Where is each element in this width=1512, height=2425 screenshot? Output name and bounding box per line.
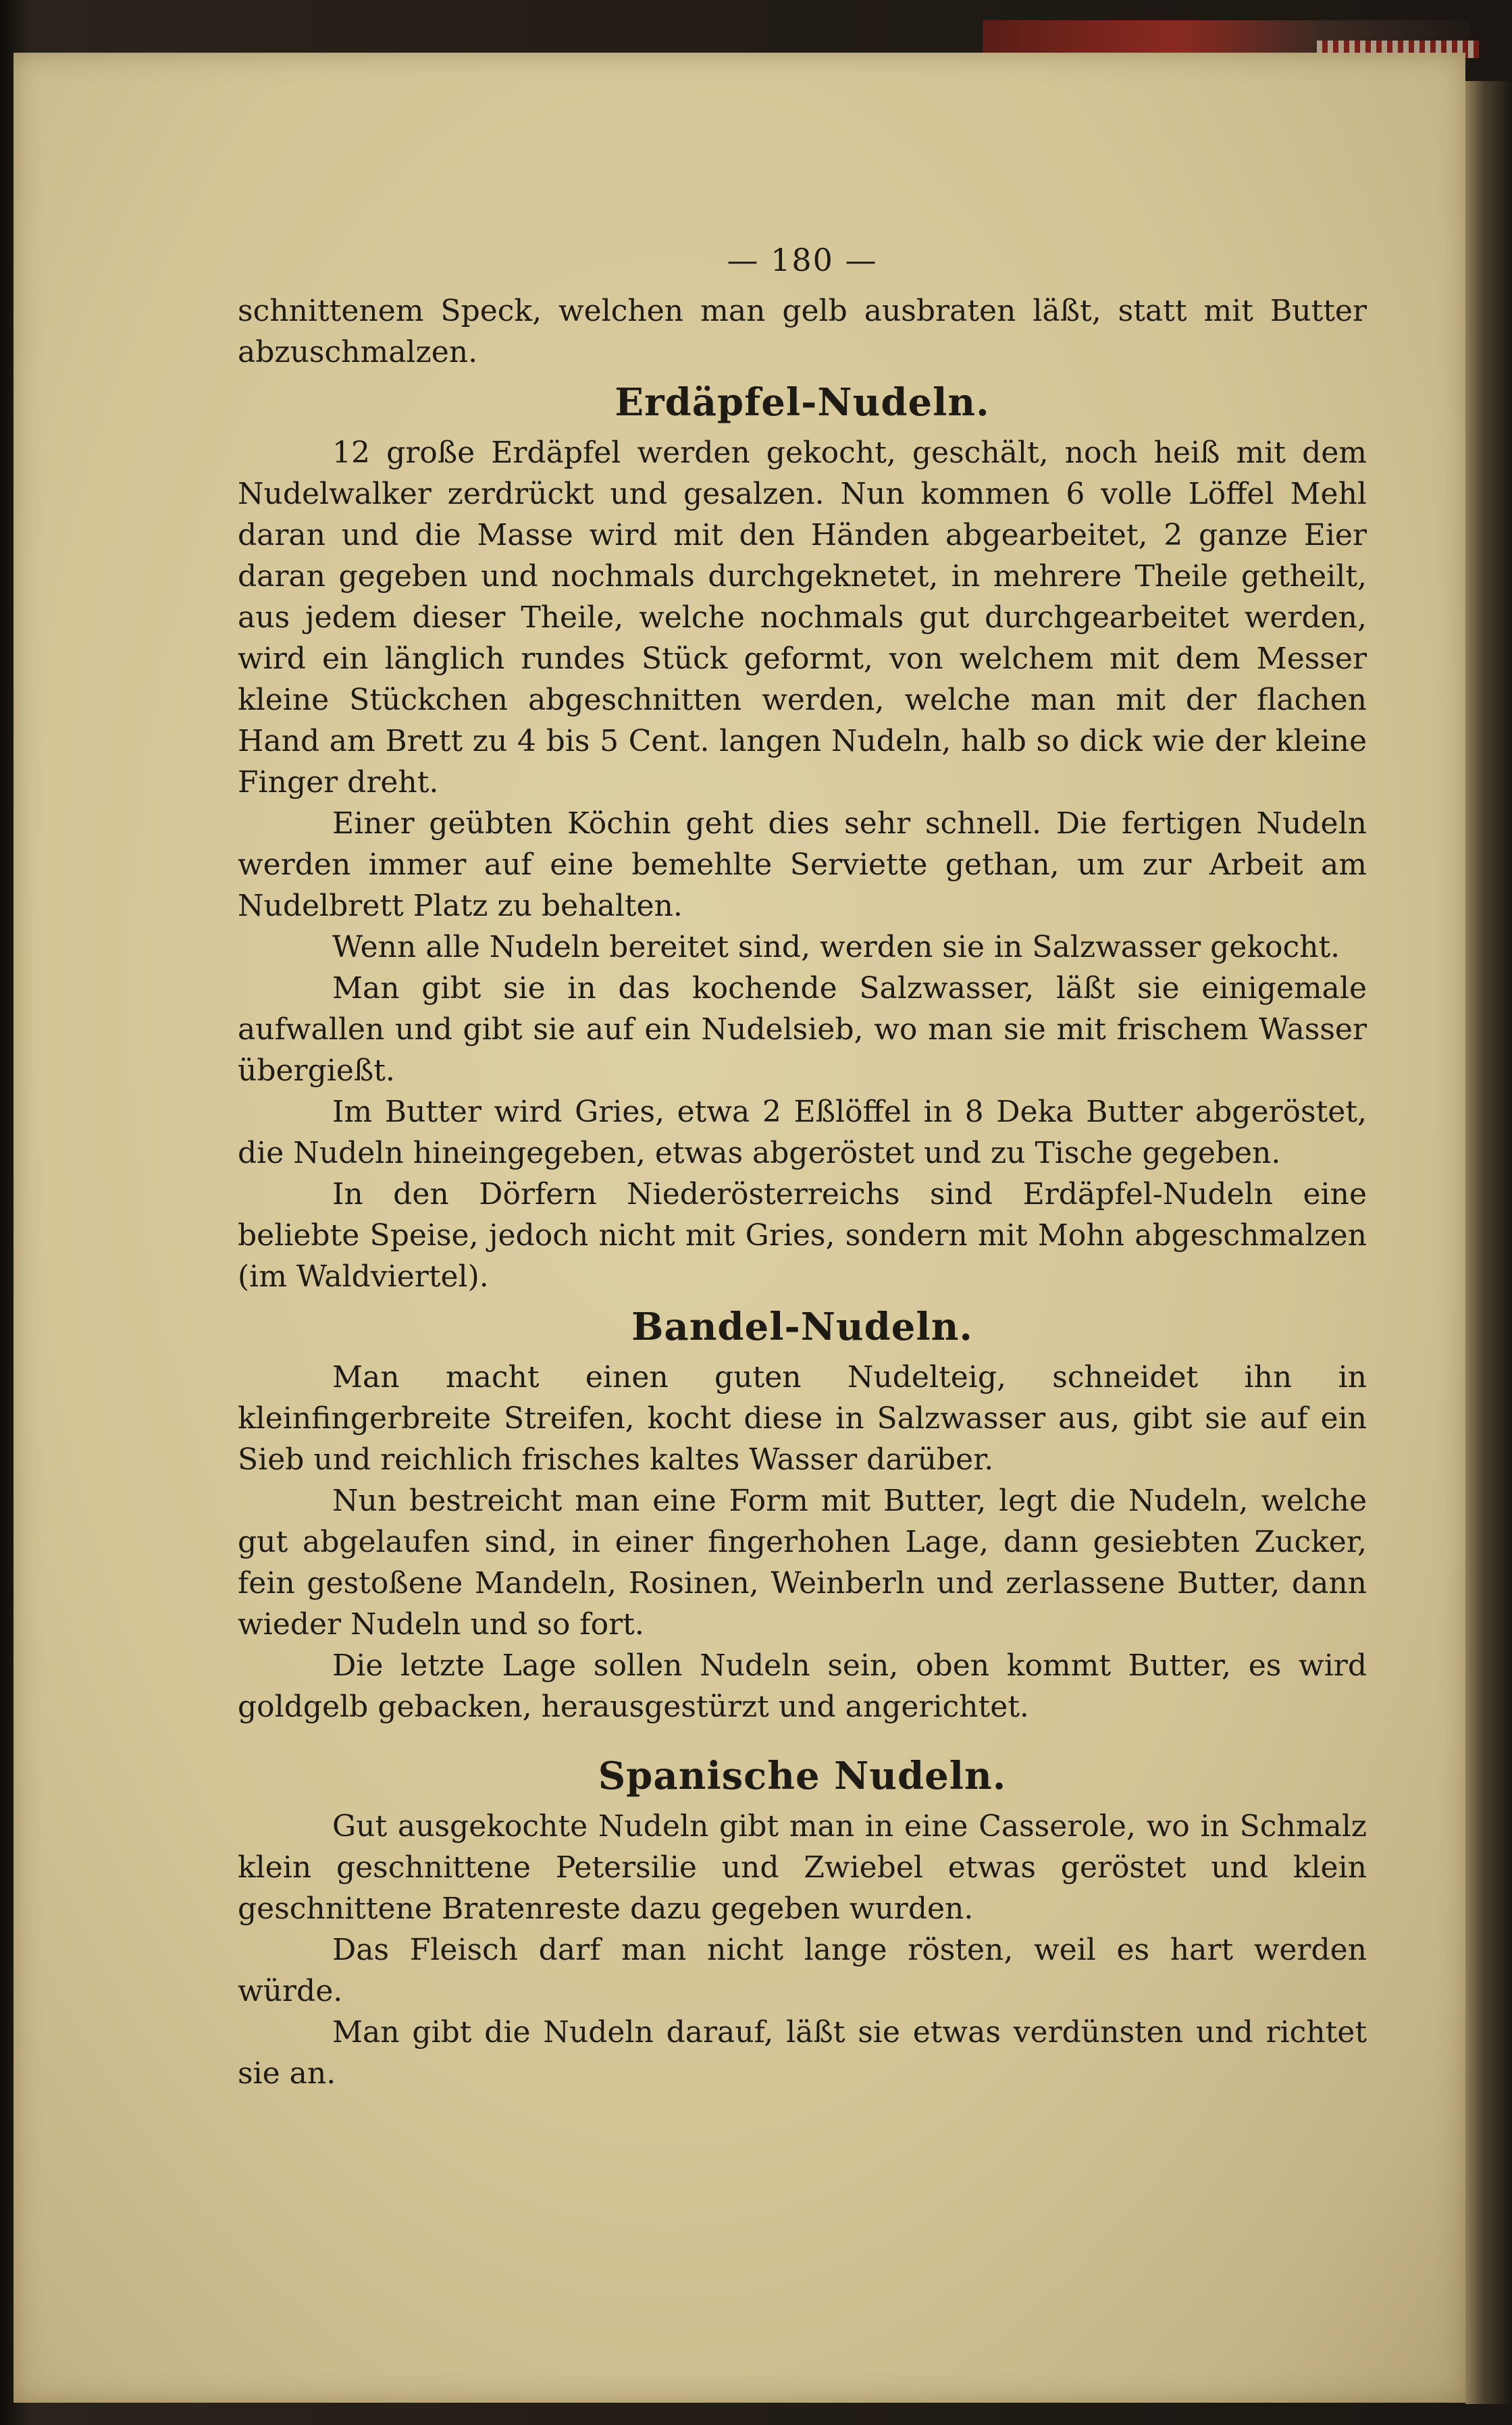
paragraph: Man macht einen guten Nudelteig, schneidet ihn in kleinfingerbreite Streifen, kocht diese in Salzwasser aus, gibt sie auf ein Sieb und reichlich frisches kaltes Wasser darüber. <box>238 1360 1367 1477</box>
paragraph: Gut ausgekochte Nudeln gibt man in eine Casserole, wo in Schmalz klein geschnittene Petersilie und Zwiebel etwas geröstet und klein geschnittene Bratenreste dazu gegeben wurden. <box>238 1809 1367 1926</box>
paragraph: Im Butter wird Gries, etwa 2 Eßlöffel in 8 Deka Butter abgeröstet, die Nudeln hineingegeben, etwas abgeröstet und zu Tische gegeben. <box>238 1095 1367 1170</box>
paragraph: Die letzte Lage sollen Nudeln sein, oben kommt Butter, es wird goldgelb gebacken, herausgestürzt und angerichtet. <box>238 1648 1367 1724</box>
recipe-heading: Bandel-Nudeln. <box>631 1305 973 1349</box>
recipe-heading: Erdäpfel-Nudeln. <box>615 380 990 425</box>
paragraph: schnittenem Speck, welchen man gelb ausbraten läßt, statt mit Butter abzuschmalzen. <box>238 294 1367 369</box>
paragraph: 12 große Erdäpfel werden gekocht, geschält, noch heiß mit dem Nudelwalker zerdrückt und gesalzen. Nun kommen 6 volle Löffel Mehl daran und die Masse wird mit den Händen abgearbeitet, 2 ganze Eier daran gegeben und nochmals durchgeknetet, in mehrere Theile getheilt, aus jedem dieser Theile, welche nochmals gut durchgearbeitet werden, wird ein länglich rundes Stück geformt, von welchem mit dem Messer kleine Stückchen abgeschnitten werden, welche man mit der flachen Hand am Brett zu 4 bis 5 Cent. langen Nudeln, halb so dick wie der kleine Finger dreht. <box>238 436 1367 800</box>
paragraph: Wenn alle Nudeln bereitet sind, werden sie in Salzwasser gekocht. <box>332 930 1340 964</box>
paragraph: In den Dörfern Niederösterreichs sind Erdäpfel-Nudeln eine beliebte Speise, jedoch nicht mit Gries, sondern mit Mohn abgeschmalzen (im Waldviertel). <box>238 1177 1367 1294</box>
recipe-heading: Spanische Nudeln. <box>598 1754 1007 1798</box>
paragraph: Man gibt sie in das kochende Salzwasser, läßt sie einigemale aufwallen und gibt sie auf ein Nudelsieb, wo man sie mit frischem Wasser übergießt. <box>238 971 1367 1088</box>
page-edge-shadow <box>1465 81 1512 2404</box>
page-text-block <box>238 230 1367 2094</box>
paragraph: Man gibt die Nudeln darauf, läßt sie etwas verdünsten und richtet sie an. <box>238 2015 1367 2091</box>
page-number: — 180 — <box>727 242 878 278</box>
paragraph: Einer geübten Köchin geht dies sehr schnell. Die fertigen Nudeln werden immer auf eine bemehlte Serviette gethan, um zur Arbeit am Nudelbrett Platz zu behalten. <box>238 806 1367 923</box>
paragraph: Nun bestreicht man eine Form mit Butter, legt die Nudeln, welche gut abgelaufen sind, in einer fingerhohen Lage, dann gesiebten Zucker, fein gestoßene Mandeln, Rosinen, Weinberln und zerlassene Butter, dann wieder Nudeln und so fort. <box>238 1484 1367 1642</box>
paragraph: Das Fleisch darf man nicht lange rösten, weil es hart werden würde. <box>238 1933 1367 2008</box>
